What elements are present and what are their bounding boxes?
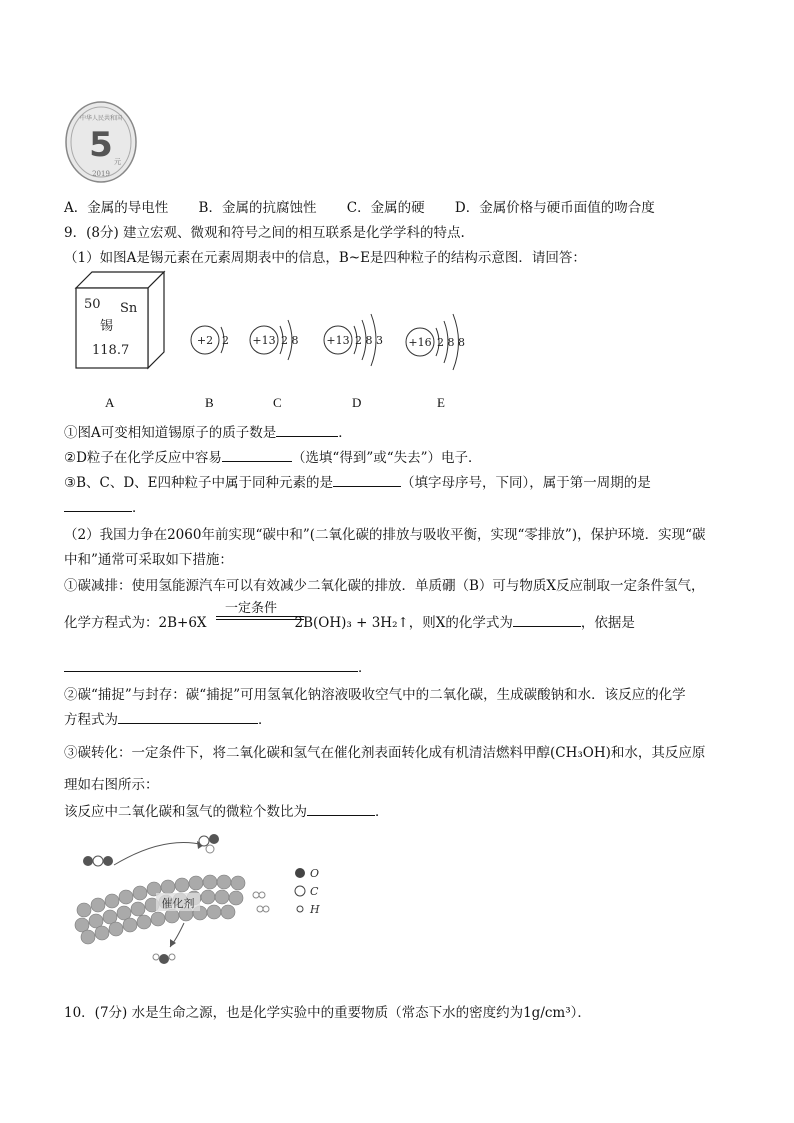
coin-value: 5 — [89, 125, 113, 165]
q9-part2-line1: （2）我国力争在2060年前实现“碳中和”(二氧化碳的排放与吸收平衡，实现“零排放”)，保护环境．实现“碳 — [64, 527, 706, 543]
answer-blank-7[interactable] — [118, 709, 258, 724]
q9-measure3-line1: ③碳转化：一定条件下，将二氧化碳和氢气在催化剂表面转化成有机清洁燃料甲醇(CH₃OH)和水，其反应原 — [64, 745, 706, 761]
element-cell-figure — [64, 270, 184, 390]
options-row — [64, 196, 655, 216]
q9-measure1: ①碳减排：使用氢能源汽车可以有效减少二氧化碳的排放．单质硼（B）可与物质X反应制取一定条件氢气， — [64, 578, 705, 594]
element-symbol: Sn — [120, 301, 138, 316]
atom-c-shells: 2 8 — [281, 334, 299, 347]
q9-sub1: ①图A可变相知道锡原子的质子数是 ． — [64, 421, 352, 441]
answer-blank-2[interactable] — [222, 447, 292, 462]
atom-d-shells: 2 8 3 — [355, 334, 383, 347]
answer-blank-5[interactable] — [513, 612, 581, 627]
element-mass: 118.7 — [92, 343, 130, 358]
legend-c: C — [310, 885, 319, 898]
answer-blank-6[interactable] — [64, 657, 358, 672]
catalyst-label: 催化剂 — [161, 897, 195, 910]
option-b: B．金属的抗腐蚀性 — [198, 200, 317, 216]
atom-e-shells: 2 8 8 — [437, 336, 465, 349]
q10-title: 10．(7分) 水是生命之源，也是化学实验中的重要物质（常态下水的密度约为1g/cm³）． — [64, 1005, 591, 1021]
atom-b-shells: 2 — [222, 334, 229, 347]
answer-blank-1[interactable] — [276, 422, 338, 437]
atom-d-diagram — [320, 305, 400, 375]
coin-year: 2019 — [92, 170, 110, 178]
coin-top-text: 中华人民共和国 — [79, 115, 123, 122]
atom-e-diagram — [402, 305, 482, 380]
label-d: D — [352, 395, 362, 410]
equation-line: 化学方程式为：2B+6X 2B(OH)₃ + 3H₂↑，则X的化学式为 ，依据是 — [64, 611, 635, 631]
element-name: 锡 — [100, 319, 114, 334]
label-a: A — [105, 395, 115, 410]
atom-c-nucleus: +13 — [252, 334, 276, 347]
answer-blank-3[interactable] — [333, 472, 401, 487]
element-number: 50 — [84, 297, 101, 312]
answer-blank-8[interactable] — [307, 801, 375, 816]
answer-blank-4[interactable] — [64, 497, 132, 512]
q9-measure2-line2: 方程式为 ． — [64, 708, 272, 728]
label-e: E — [437, 395, 445, 410]
q9-sub2: ②D粒子在化学反应中容易 （选填“得到”或“失去”）电子． — [64, 446, 482, 466]
q9-sub3-cont: ． — [64, 496, 146, 516]
label-b: B — [205, 395, 214, 410]
option-d: D．金属价格与硬币面值的吻合度 — [454, 200, 655, 216]
legend-o: O — [310, 867, 320, 880]
q9-title: 9．(8分) 建立宏观、微观和符号之间的相互联系是化学学科的特点. — [64, 225, 465, 241]
q9-measure3-line3: 该反应中二氧化碳和氢气的微粒个数比为 ． — [64, 800, 389, 820]
q9-part1: （1）如图A是锡元素在元素周期表中的信息，B~E是四种粒子的结构示意图．请回答： — [64, 250, 586, 266]
q9-measure2-line1: ②碳“捕捉”与封存：碳“捕捉”可用氢氧化钠溶液吸收空气中的二氧化碳，生成碳酸钠和水．该反应的化学 — [64, 687, 686, 703]
option-a: A．金属的导电性 — [64, 200, 169, 216]
catalyst-reaction-diagram — [64, 825, 354, 975]
label-c: C — [273, 395, 282, 410]
q9-measure3-line2: 理如右图所示： — [64, 777, 159, 793]
q9-sub3: ③B、C、D、E四种粒子中属于同种元素的是 （填字母序号，下同），属于第一周期的是 — [64, 471, 651, 491]
equation-basis-line: ． — [64, 656, 372, 676]
legend-h: H — [310, 903, 320, 916]
equation-condition: 一定条件 — [225, 601, 278, 616]
atom-e-nucleus: +16 — [408, 336, 432, 349]
atom-b-nucleus: +2 — [196, 334, 214, 347]
coin-yuan: 元 — [114, 158, 121, 166]
atom-d-nucleus: +13 — [326, 334, 350, 347]
option-c: C．金属的硬 — [346, 200, 425, 216]
atom-b-diagram — [188, 315, 248, 365]
q9-part2-line2: 中和”通常可采取如下措施： — [64, 552, 233, 568]
coin-image — [64, 98, 138, 186]
atom-c-diagram — [246, 310, 316, 370]
